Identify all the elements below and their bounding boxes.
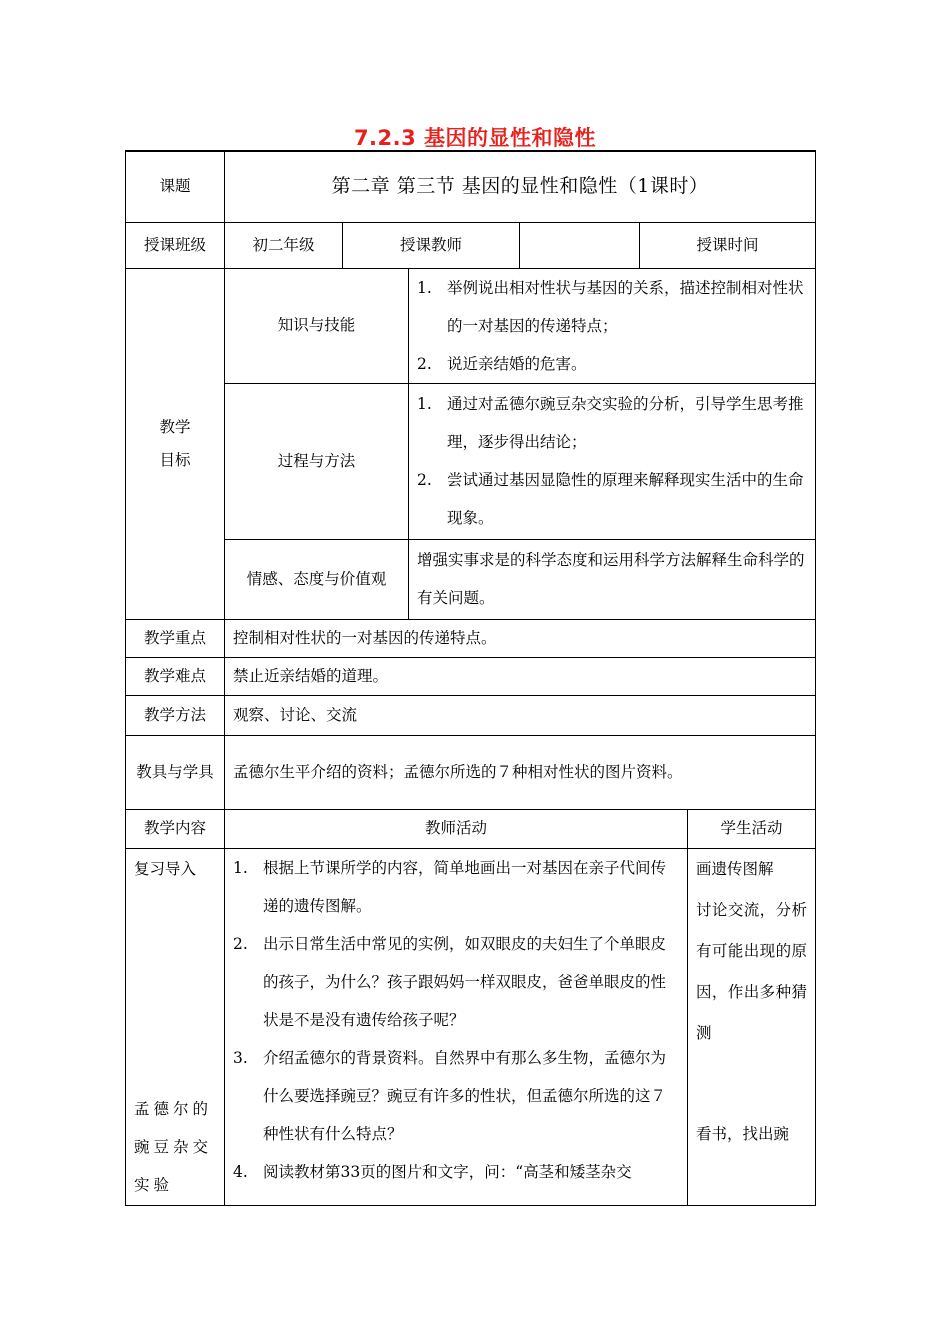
lesson-plan-table — [125, 150, 816, 1206]
focus-row — [126, 619, 816, 657]
focus-label: 教学重点 — [126, 619, 225, 657]
topic-value: 第二章 第三节 基因的显性和隐性（1课时） — [225, 151, 816, 222]
list-item: 3. 介绍孟德尔的背景资料。自然界中有那么多生物，孟德尔为什么要选择豌豆？豌豆有许多的性状，但孟德尔所选的这７种性状有什么特点？ — [233, 1048, 667, 1143]
method-label: 教学方法 — [126, 695, 225, 735]
list-item: 4. 阅读教材第33页的图片和文字，问：“高茎和矮茎杂交 — [233, 1162, 632, 1181]
list-item: 2. 出示日常生活中常见的实例，如双眼皮的夫妇生了个单眼皮的孩子，为什么？孩子跟妈妈一样双眼皮，爸爸单眼皮的性状是不是没有遗传给孩子呢？ — [233, 934, 667, 1029]
knowledge-content — [409, 268, 816, 383]
student-activity-1: 画遗传图解 — [696, 859, 774, 878]
objectives-label — [126, 268, 225, 619]
time-label: 授课时间 — [640, 222, 816, 268]
teacher-value — [520, 222, 640, 268]
method-row — [126, 695, 816, 735]
teacher-label: 授课教师 — [343, 222, 520, 268]
teacher-activity-list — [233, 849, 679, 1191]
objective-emotion-row — [126, 539, 816, 619]
section-review: 复习导入 — [134, 859, 197, 878]
emotion-content: 增强实事求是的科学态度和运用科学方法解释生命科学的有关问题。 — [409, 539, 816, 619]
objective-knowledge-row — [126, 268, 816, 383]
teacher-activity-cell — [225, 848, 688, 1205]
student-activity-header: 学生活动 — [688, 809, 816, 848]
process-content — [409, 383, 816, 539]
topic-label: 课题 — [126, 151, 225, 222]
method-value: 观察、讨论、交流 — [225, 695, 816, 735]
list-item: 2. 说近亲结婚的危害。 — [417, 354, 587, 373]
process-list — [417, 385, 807, 537]
document-title: 7.2.3 基因的显性和隐性 — [353, 126, 597, 150]
process-label: 过程与方法 — [225, 383, 409, 539]
activity-section-cell — [126, 848, 225, 1205]
class-value: 初二年级 — [225, 222, 343, 268]
student-activity-cell — [688, 848, 816, 1205]
content-header-row — [126, 809, 816, 848]
student-activity-3: 看书，找出豌 — [696, 1124, 790, 1143]
tools-value: 孟德尔生平介绍的资料；孟德尔所选的７种相对性状的图片资料。 — [225, 735, 816, 809]
topic-row — [126, 151, 816, 222]
teacher-activity-header: 教师活动 — [225, 809, 688, 848]
knowledge-list — [417, 269, 807, 383]
difficulty-label: 教学难点 — [126, 657, 225, 695]
list-item: 1. 根据上节课所学的内容，简单地画出一对基因在亲子代间传递的遗传图解。 — [233, 858, 667, 915]
knowledge-label: 知识与技能 — [225, 268, 409, 383]
difficulty-value: 禁止近亲结婚的道理。 — [225, 657, 816, 695]
list-item: 2. 尝试通过基因显隐性的原理来解释现实生活中的生命现象。 — [417, 471, 804, 527]
content-header: 教学内容 — [126, 809, 225, 848]
list-item: 1. 通过对孟德尔豌豆杂交实验的分析，引导学生思考推理，逐步得出结论； — [417, 395, 804, 451]
student-activity-2: 讨论交流，分析有可能出现的原因，作出多种猜测 — [696, 900, 808, 1042]
section-mendel-experiment: 孟德尔的豌豆杂交实验 — [134, 1099, 213, 1194]
list-item: 1. 举例说出相对性状与基因的关系，描述控制相对性状的一对基因的传递特点； — [417, 278, 804, 335]
emotion-label: 情感、态度与价值观 — [225, 539, 409, 619]
difficulty-row — [126, 657, 816, 695]
activity-row — [126, 848, 816, 1205]
objectives-label-line1: 教学 — [159, 417, 191, 436]
focus-value: 控制相对性状的一对基因的传递特点。 — [225, 619, 816, 657]
class-row — [126, 222, 816, 268]
objective-process-row — [126, 383, 816, 539]
objectives-label-line2: 目标 — [159, 450, 191, 469]
tools-row — [126, 735, 816, 809]
class-label: 授课班级 — [126, 222, 225, 268]
tools-label: 教具与学具 — [126, 735, 225, 809]
